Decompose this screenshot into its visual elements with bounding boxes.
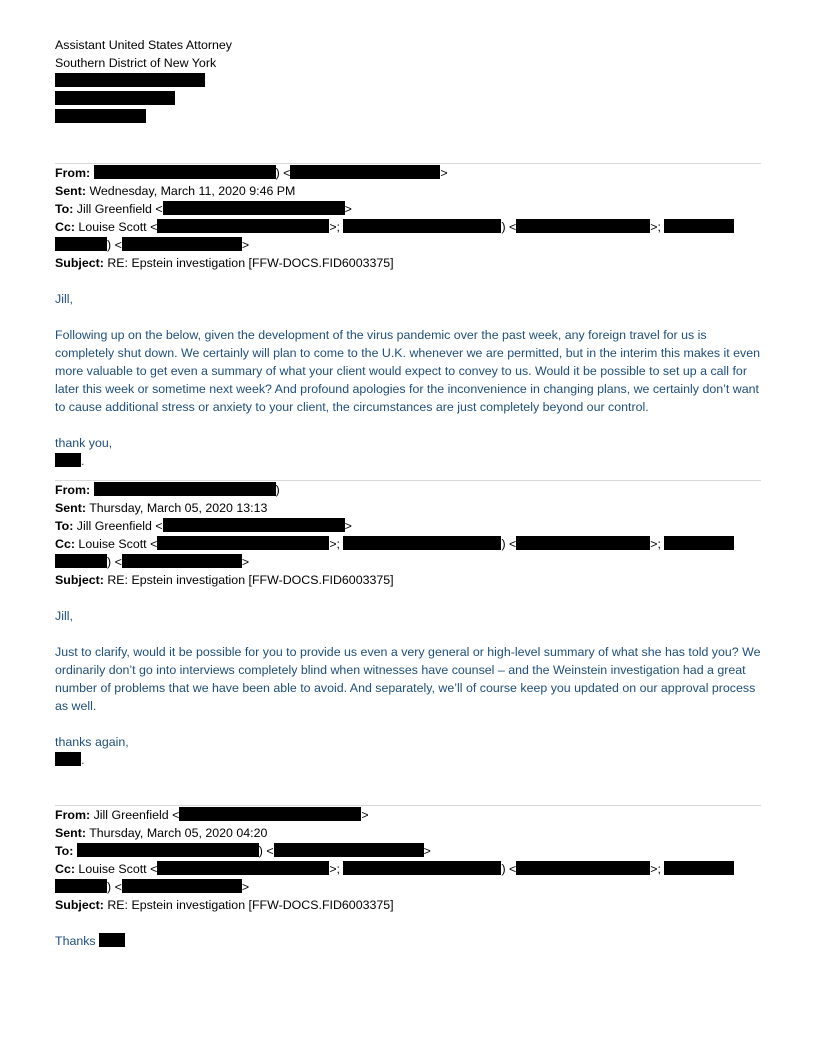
redaction-box — [55, 554, 107, 568]
subject: RE: Epstein investigation [FFW-DOCS.FID6003375] — [107, 898, 394, 912]
redaction-box — [94, 165, 276, 179]
from-label: From: — [55, 483, 91, 497]
email-document: Assistant United States Attorney Southern District of New York From: ) < > Sent: Wednesday, March 11, 2020 9:46 PM To: Jill Greenfield < > Cc: Louise Scott < >; ) < >; ) < > Subject: RE: Epstein investigation [FFW-DOCS.FID6003375] Jill, Following up on the below, given the development of the virus pandemic over the past week, any foreign travel for us is completely shut down. We certainly will plan to come to the U.K. whenever we are permitted, but in the interim this makes it even more valuable to get even a summary of what your client would expect to convey to us. Would it be possible to set up a call for later this week or sometime next week? And profound apologies for the inconvenience in changing plans, we certainly don’t want to cause additional stress or anxiety to your client, the circumstances are just completely beyond our control. thank you, . From: ) Sent: Thursday, March 05, 2020 13:13 To: Jill Greenfield < > Cc: Louise Scott < >; ) < >; ) < > Subject: RE: Epstein investigation [FFW-DOCS.FID6003375] Jill, Just to clarify, would it be possible for you to provide us even a very general or high-level summary of what she has told you? We ordinarily don’t go into interviews completely blind when witnesses have counsel – and the Weinstein investigation had a great number of problems that we have been able to avoid. And separately, we’ll of course keep you updated on our approval process as well. thanks again, . From: Jill Greenfield < > Sent: Thursday, March 05, 2020 04:20 To: ) < > Cc: Louise Scott < >; ) < >; ) < > Subject: RE: Epstein investigation [FFW-DOCS.FID6003375] Thanks — [55, 38, 761, 948]
redaction-box — [163, 201, 345, 215]
to-name: Jill Greenfield — [76, 519, 152, 533]
redaction-box — [664, 536, 734, 550]
cc-label: Cc: — [55, 537, 75, 551]
greeting: Thanks — [55, 934, 96, 948]
email-body: Following up on the below, given the development of the virus pandemic over the past week, any foreign travel for us is completely shut down. We certainly will plan to come to the U.K. whenever we are permitted, but in the interim this makes it even more valuable to get even a summary of what your client would expect to convey to us. Would it be possible to set up a call for later this week or sometime next week? And profound apologies for the inconvenience in changing plans, we certainly don’t want to cause additional stress or anxiety to your client, the circumstances are just completely beyond our control. — [55, 328, 760, 414]
redaction-box — [516, 536, 650, 550]
subject-label: Subject: — [55, 898, 104, 912]
cc-name: Louise Scott — [78, 862, 147, 876]
subject: RE: Epstein investigation [FFW-DOCS.FID6003375] — [107, 573, 394, 587]
redaction-box — [94, 482, 276, 496]
cc-name: Louise Scott — [78, 220, 147, 234]
cc-label: Cc: — [55, 862, 75, 876]
signature-title: Assistant United States Attorney — [55, 38, 233, 52]
redaction-box — [157, 536, 329, 550]
redaction-box — [157, 861, 329, 875]
to-name: Jill Greenfield — [76, 202, 152, 216]
redaction-box — [179, 807, 361, 821]
from-label: From: — [55, 166, 91, 180]
sent-date: Thursday, March 05, 2020 04:20 — [89, 826, 268, 840]
signature-office: Southern District of New York — [55, 56, 217, 70]
redaction-box — [343, 219, 501, 233]
redaction-box — [664, 861, 734, 875]
closing: thank you, — [55, 436, 113, 450]
subject: RE: Epstein investigation [FFW-DOCS.FID6003375] — [107, 256, 394, 270]
redaction-box — [157, 219, 329, 233]
sent-label: Sent: — [55, 184, 86, 198]
email-header-2: From: ) Sent: Thursday, March 05, 2020 13:13 To: Jill Greenfield < > Cc: Louise Scott < >; ) < >; ) < > Subject: RE: Epstein investigation [FFW-DOCS.FID6003375] — [55, 481, 761, 589]
redaction-box — [274, 843, 424, 857]
sent-label: Sent: — [55, 501, 86, 515]
greeting: Jill, — [55, 292, 73, 306]
redaction-box — [99, 933, 125, 947]
redaction-box — [343, 861, 501, 875]
redaction-box — [55, 752, 81, 766]
to-label: To: — [55, 202, 74, 216]
cc-name: Louise Scott — [78, 537, 147, 551]
redaction-box — [516, 861, 650, 875]
subject-label: Subject: — [55, 256, 104, 270]
redaction-box — [55, 73, 205, 87]
from-name: Jill Greenfield — [93, 808, 169, 822]
redaction-box — [55, 453, 81, 467]
cc-label: Cc: — [55, 220, 75, 234]
redaction-box — [664, 219, 734, 233]
redaction-box — [55, 237, 107, 251]
sent-date: Thursday, March 05, 2020 13:13 — [89, 501, 268, 515]
redaction-box — [122, 554, 242, 568]
redaction-box — [122, 237, 242, 251]
subject-label: Subject: — [55, 573, 104, 587]
sent-date: Wednesday, March 11, 2020 9:46 PM — [89, 184, 296, 198]
signature-block — [55, 36, 761, 126]
closing: thanks again, — [55, 735, 129, 749]
to-label: To: — [55, 519, 74, 533]
redaction-box — [163, 518, 345, 532]
greeting: Jill, — [55, 609, 73, 623]
redaction-box — [77, 843, 259, 857]
email-header-3: From: Jill Greenfield < > Sent: Thursday, March 05, 2020 04:20 To: ) < > Cc: Louise Scott < >; ) < >; ) < > Subject: RE: Epstein investigation [FFW-DOCS.FID6003375] — [55, 806, 761, 914]
sent-label: Sent: — [55, 826, 86, 840]
redaction-box — [55, 91, 175, 105]
redaction-box — [55, 109, 146, 123]
redaction-box — [122, 879, 242, 893]
redaction-box — [516, 219, 650, 233]
redaction-box — [55, 879, 107, 893]
redaction-box — [343, 536, 501, 550]
from-label: From: — [55, 808, 91, 822]
email-header-1: From: ) < > Sent: Wednesday, March 11, 2020 9:46 PM To: Jill Greenfield < > Cc: Louise Scott < >; ) < >; ) < > Subject: RE: Epstein investigation [FFW-DOCS.FID6003375] — [55, 164, 761, 272]
email-body: Just to clarify, would it be possible for you to provide us even a very general or high-level summary of what she has told you? We ordinarily don’t go into interviews completely blind when witnesses have counsel – and the Weinstein investigation had a great number of problems that we have been able to avoid. And separately, we’ll of course keep you updated on our approval process as well. — [55, 645, 761, 713]
redaction-box — [290, 165, 440, 179]
to-label: To: — [55, 844, 74, 858]
